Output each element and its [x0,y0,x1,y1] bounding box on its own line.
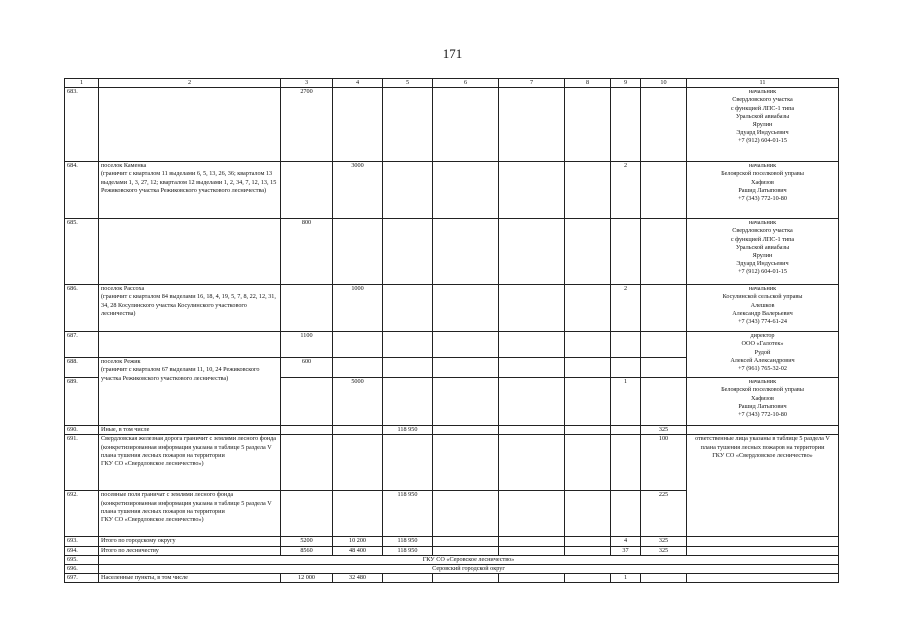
row-number: 690. [65,426,99,435]
responsible-contact: начальник Свердловского участка с функцией ЛПС-1 типа Уральской авиабазы Ярулин Эдуард Индусьевич +7 (912) 604-01-15 [687,88,839,162]
table-row [65,426,839,435]
row-number: 696. [65,564,99,573]
settlement-cell: Иные, в том числе [99,426,281,435]
value-col9: 2 [611,285,641,332]
value-col4: 1000 [333,285,383,332]
value-col6 [433,537,499,546]
value-col3 [281,378,333,426]
page-number: 171 [442,46,463,61]
section-heading: ГКУ СО «Серовское лесничество» [99,555,839,564]
value-col5 [383,574,433,583]
value-col8 [565,88,611,162]
value-col9 [611,426,641,435]
value-col7 [499,219,565,285]
value-col5: 118 950 [383,546,433,555]
column-number: 1 [65,79,99,88]
value-col6 [433,332,499,358]
table-row [65,546,839,555]
value-col6 [433,162,499,219]
value-col6 [433,491,499,537]
value-col5 [383,88,433,162]
value-col5 [383,285,433,332]
value-col5 [383,358,433,378]
responsible-contact [687,426,839,435]
value-col5 [383,332,433,358]
value-col5 [383,162,433,219]
value-col9: 1 [611,574,641,583]
value-col8 [565,285,611,332]
responsible-contact: начальник Косулинской сельской управы Алешков Александр Валерьевич +7 (343) 774-61-24 [687,285,839,332]
settlement-cell: поселок Режик (граничит с кварталом 67 выделами 11, 10, 24 Режиковского участка Режиковского участкового лесничества) [99,358,281,426]
settlement-cell: посевные поля граничат с землями лесного фонда (конкретизированная информация указана в таблице 5 раздела V плана тушения лесных пожаров на территории ГКУ СО «Свердловское лесничество») [99,491,281,537]
value-col8 [565,358,611,378]
value-col8 [565,219,611,285]
settlement-cell [99,219,281,285]
value-col9 [611,88,641,162]
value-col3: 5200 [281,537,333,546]
value-col4: 10 200 [333,537,383,546]
value-col7 [499,491,565,537]
value-col4: 5000 [333,378,383,426]
value-col10: 325 [641,426,687,435]
value-col9: 2 [611,162,641,219]
value-col8 [565,378,611,426]
column-number: 2 [99,79,281,88]
settlement-cell: поселок Каменка (граничит с кварталом 11 выделами 6, 5, 13, 26, 36; кварталом 13 выделами 1, 3, 27, 12; кварталом 12 выделами 1, 2, 34, 7, 12, 13, 15 Режиковского участка Режиковского участкового лесничества) [99,162,281,219]
row-number: 691. [65,435,99,491]
value-col7 [499,285,565,332]
responsible-contact: начальник Свердловского участка с функцией ЛПС-1 типа Уральской авиабазы Ярулин Эдуард Индусьевич +7 (912) 604-01-15 [687,219,839,285]
responsible-contact: начальник Белоярской поселковой управы Хафизов Рашид Латыпович +7 (343) 772-10-80 [687,378,839,426]
value-col10 [641,285,687,332]
value-col10 [641,378,687,426]
value-col5: 118 950 [383,491,433,537]
value-col4: 48 400 [333,546,383,555]
value-col3: 600 [281,358,333,378]
value-col4: 3000 [333,162,383,219]
value-col7 [499,162,565,219]
value-col8 [565,491,611,537]
row-number: 697. [65,574,99,583]
row-number: 687. [65,332,99,358]
value-col6 [433,435,499,491]
value-col3: 12 000 [281,574,333,583]
row-number: 692. [65,491,99,537]
column-number: 11 [687,79,839,88]
responsible-contact: ответственные лица указаны в таблице 5 раздела V плана тушения лесных пожаров на территории ГКУ СО «Свердловское лесничество» [687,435,839,537]
value-col7 [499,574,565,583]
value-col4 [333,219,383,285]
row-number: 684. [65,162,99,219]
value-col4 [333,88,383,162]
value-col6 [433,285,499,332]
value-col8 [565,574,611,583]
table-row [65,555,839,564]
row-number: 695. [65,555,99,564]
column-number: 9 [611,79,641,88]
settlement-cell [99,332,281,358]
responsible-contact: начальник Белоярской поселковой управы Хафизов Рашид Латыпович +7 (343) 772-10-80 [687,162,839,219]
value-col7 [499,358,565,378]
column-number: 3 [281,79,333,88]
value-col4 [333,332,383,358]
value-col10: 100 [641,435,687,491]
settlement-cell: Свердловская железная дорога граничит с землями лесного фонда (конкретизированная информация указана в таблице 5 раздела V плана тушения лесных пожаров на территории ГКУ СО «Свердловское лесничество») [99,435,281,491]
row-number: 688. [65,358,99,378]
value-col10 [641,162,687,219]
table-row [65,537,839,546]
value-col8 [565,162,611,219]
value-col10 [641,332,687,358]
value-col7 [499,332,565,358]
value-col4: 32 480 [333,574,383,583]
value-col5: 118 950 [383,537,433,546]
value-col8 [565,537,611,546]
value-col6 [433,426,499,435]
responsible-contact [687,537,839,546]
value-col6 [433,219,499,285]
value-col7 [499,435,565,491]
value-col6 [433,378,499,426]
column-number: 7 [499,79,565,88]
value-col10: 325 [641,537,687,546]
column-number-row [65,79,839,88]
value-col3 [281,435,333,491]
section-heading: Серовский городской округ [99,564,839,573]
value-col7 [499,378,565,426]
table-row [65,285,839,332]
value-col10 [641,358,687,378]
row-number: 683. [65,88,99,162]
responsible-contact [687,546,839,555]
value-col8 [565,435,611,491]
value-col7 [499,537,565,546]
value-col3: 1100 [281,332,333,358]
settlement-cell: Итого по лесничеству [99,546,281,555]
value-col3 [281,491,333,537]
value-col6 [433,546,499,555]
column-number: 6 [433,79,499,88]
value-col3 [281,285,333,332]
table-row [65,574,839,583]
value-col9 [611,435,641,491]
value-col5: 118 950 [383,426,433,435]
table-row [65,435,839,491]
settlement-cell [99,88,281,162]
value-col9 [611,358,641,378]
table-row [65,219,839,285]
settlement-cell: Населенные пункты, в том числе [99,574,281,583]
value-col6 [433,574,499,583]
value-col9: 1 [611,378,641,426]
value-col10 [641,219,687,285]
value-col8 [565,426,611,435]
value-col7 [499,426,565,435]
row-number: 694. [65,546,99,555]
value-col4 [333,358,383,378]
value-col5 [383,219,433,285]
value-col3: 2700 [281,88,333,162]
value-col10 [641,88,687,162]
column-number: 8 [565,79,611,88]
value-col3: 800 [281,219,333,285]
value-col9: 4 [611,537,641,546]
value-col6 [433,88,499,162]
value-col6 [433,358,499,378]
table-row [65,332,839,358]
value-col9 [611,219,641,285]
row-number: 693. [65,537,99,546]
value-col9: 37 [611,546,641,555]
value-col8 [565,332,611,358]
value-col7 [499,546,565,555]
table-row [65,88,839,162]
value-col5 [383,435,433,491]
value-col3 [281,426,333,435]
value-col4 [333,426,383,435]
settlement-cell: поселок Рассоха (граничит с кварталом 84 выделами 16, 18, 4, 19, 5, 7, 8, 22, 12, 31, 34, 28 Косулинского участка Косулинского участкового лесничества) [99,285,281,332]
row-number: 685. [65,219,99,285]
value-col4 [333,435,383,491]
responsible-contact: директор ООО «Галотек» Рудой Алексей Александрович +7 (961) 765-32-02 [687,332,839,378]
value-col3 [281,162,333,219]
column-number: 10 [641,79,687,88]
table-row [65,162,839,219]
table-row [65,564,839,573]
value-col5 [383,378,433,426]
row-number: 689. [65,378,99,426]
settlement-cell: Итого по городскому округу [99,537,281,546]
value-col9 [611,332,641,358]
value-col8 [565,546,611,555]
forest-fire-plan-table [64,78,839,583]
value-col10: 225 [641,491,687,537]
value-col9 [611,491,641,537]
value-col3: 8560 [281,546,333,555]
value-col10 [641,574,687,583]
value-col10: 325 [641,546,687,555]
row-number: 686. [65,285,99,332]
responsible-contact [687,574,839,583]
value-col4 [333,491,383,537]
column-number: 5 [383,79,433,88]
value-col7 [499,88,565,162]
column-number: 4 [333,79,383,88]
